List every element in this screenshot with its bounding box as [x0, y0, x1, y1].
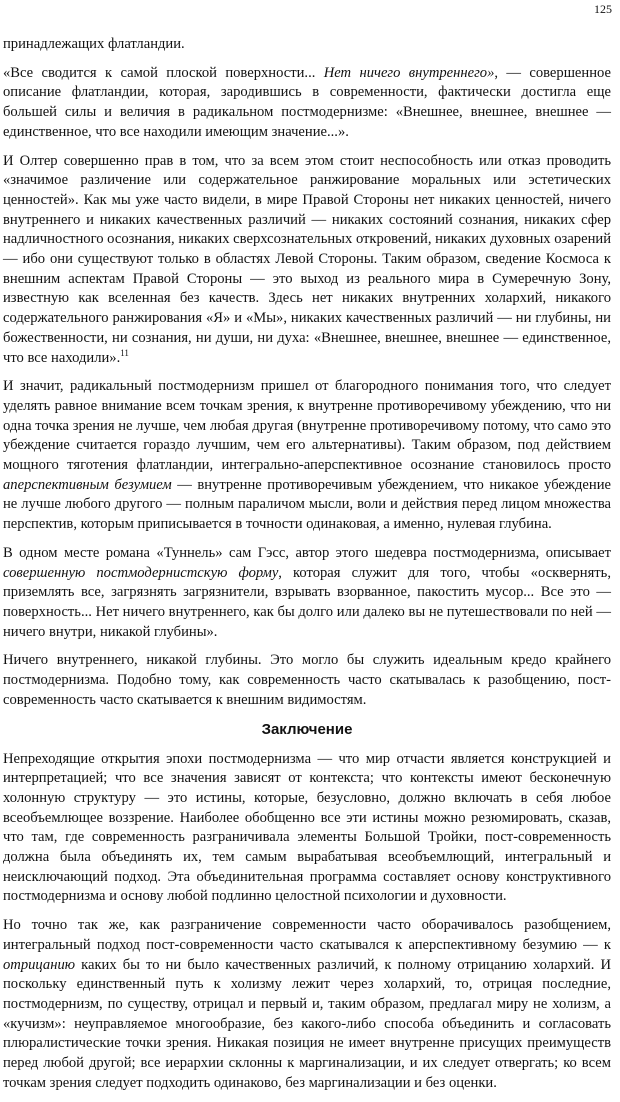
p1-text-a: «Все сводится к самой плоской поверхности...	[3, 64, 324, 81]
paragraph-4	[3, 544, 611, 643]
paragraph-6: Непреходящие открытия эпохи постмодернизма — что мир отчасти является конструкцией и интерпретацией; что все значения зависят от контекста; что контексты имеют бесконечную холонную структуру — это истины, которые, безусловно, должно включать в себя любое всеобъемлющее воззрение. Наиболее обобщенно все эти истины можно резюмировать, сказав, что там, где современность разграничивала элементы Большой Тройки, пост-современность должна была объединять их, тем самым вырабатывая всеобъемлющий, интегральный и неисключающий подход. Эта объединительная программа составляет основу конструктивного постмодернизма и основу любой подлинно целостной психологии и духовности.	[3, 750, 611, 905]
paragraph-0: принадлежащих флатландии.	[3, 36, 185, 52]
p1-text-c: , — совершенное описание флатландии, которая, зародившись в современности, фактически достигла еще большей силы и величия в радикальном постмодернизме: «Внешнее, внешнее, внешнее — единственное, что все находили имеющим значение...».	[3, 64, 611, 140]
p3-text-a: И значит, радикальный постмодернизм пришел от благородного понимания того, что следует уделять равное внимание всем точкам зрения, к внутренне противоречивому убеждению, что ни одна точка зрения не лучше, чем любая другая (внутренне противоречивому потому, что само это убеждение считается гораздо лучшим, чем его альтернативы). Таким образом, под действием мощного тяготения флатландии, интегрально-аперспективное осознание становилось просто	[3, 378, 611, 474]
section-heading: Заключение	[261, 720, 353, 738]
p7-italic: отрицанию	[3, 956, 76, 973]
p3-italic: аперспективным безумием	[3, 476, 172, 493]
p4-text-c: , которая служит для того, чтобы «осквернять, приземлять все, загрязнять загрязнители, взрывать взорванное, пакостить мусор... Все это — поверхность... Нет ничего внутреннего, как бы долго или далеко вы не путешествовали по ней — ничего внутри, никакой глубины».	[3, 564, 611, 640]
p7-text-c: каких бы то ни было качественных различий, к полному отрицанию холархий. И поскольку единственный путь к холизму лежит через холархий, то, отрицая последние, постмодернизм, по существу, отрицал и первый и, таким образом, предлагал миру не холизм, а «кучизм»: неуправляемое многообразие, без какого-либо способа объединить и согласовать плюралистические точки зрения. Никакая позиция не имеет внутренне присущих преимуществ перед любой другой; все иерархии склонны к маргинализации, и их следует отвергать; ко всем точкам зрения следует подходить одинаково, без маргинализации и без оценки.	[3, 956, 611, 1091]
paragraph-1	[3, 64, 611, 143]
p4-italic: совершенную постмодернистскую форму	[3, 564, 279, 581]
p7-text-a: Но точно так же, как разграничение современности часто оборачивалось разобщением, интегральный подход пост-современности часто скатывался к аперспективному безумию — к	[3, 917, 611, 953]
p3-text-c: — внутренне противоречивым убеждением, что никакое убеждение не лучше любого другого — полным параличом мысли, воли и действия перед лицом множества перспектив, которым приписывается в точности одинаковая, а именно, нулевая глубина.	[3, 476, 611, 533]
page-body	[3, 35, 611, 1102]
p2-text: И Олтер совершенно прав в том, что за всем этом стоит неспособность или отказ проводить «значимое различение или содержательное ранжирование моральных или эстетических ценностей». Как мы уже часто видели, в мире Правой Стороны нет никаких ценностей, ничего внутреннего и никаких качественных различий — никаких состояний сознания, никаких сфер надличностного осознания, никаких сверхсознательных откровений, никаких духовных озарений — ибо они существуют только в областях Левой Стороны. Таким образом, сведение Космоса к внешним аспектам Правой Стороны — это выход из реального мира в Сумеречную Зону, известную как вселенная без качеств. Здесь нет никаких внутренних холархий, никакого содержательного ранжирования «Я» и «Мы», никаких качественных различий — ни глубины, ни божественности, ни сознания, ни души, ни духа: «Внешнее, внешнее, внешнее — единственное, что все находили».	[3, 152, 611, 366]
paragraph-7	[3, 916, 611, 1093]
paragraph-5: Ничего внутреннего, никакой глубины. Это могло бы служить идеальным кредо крайнего постмодернизма. Подобно тому, как современность часто скатывалась к разобщению, пост-современность часто скатывается к внешним видимостям.	[3, 652, 611, 708]
footnote-ref-11: 11	[120, 347, 129, 358]
paragraph-3	[3, 377, 611, 535]
p1-italic: Нет ничего внутреннего»	[323, 64, 495, 81]
page-number: 125	[594, 2, 612, 16]
p4-text-a: В одном месте романа «Туннель» сам Гэсс, автор этого шедевра постмодернизма, описывает	[3, 544, 611, 561]
paragraph-2	[3, 152, 611, 369]
